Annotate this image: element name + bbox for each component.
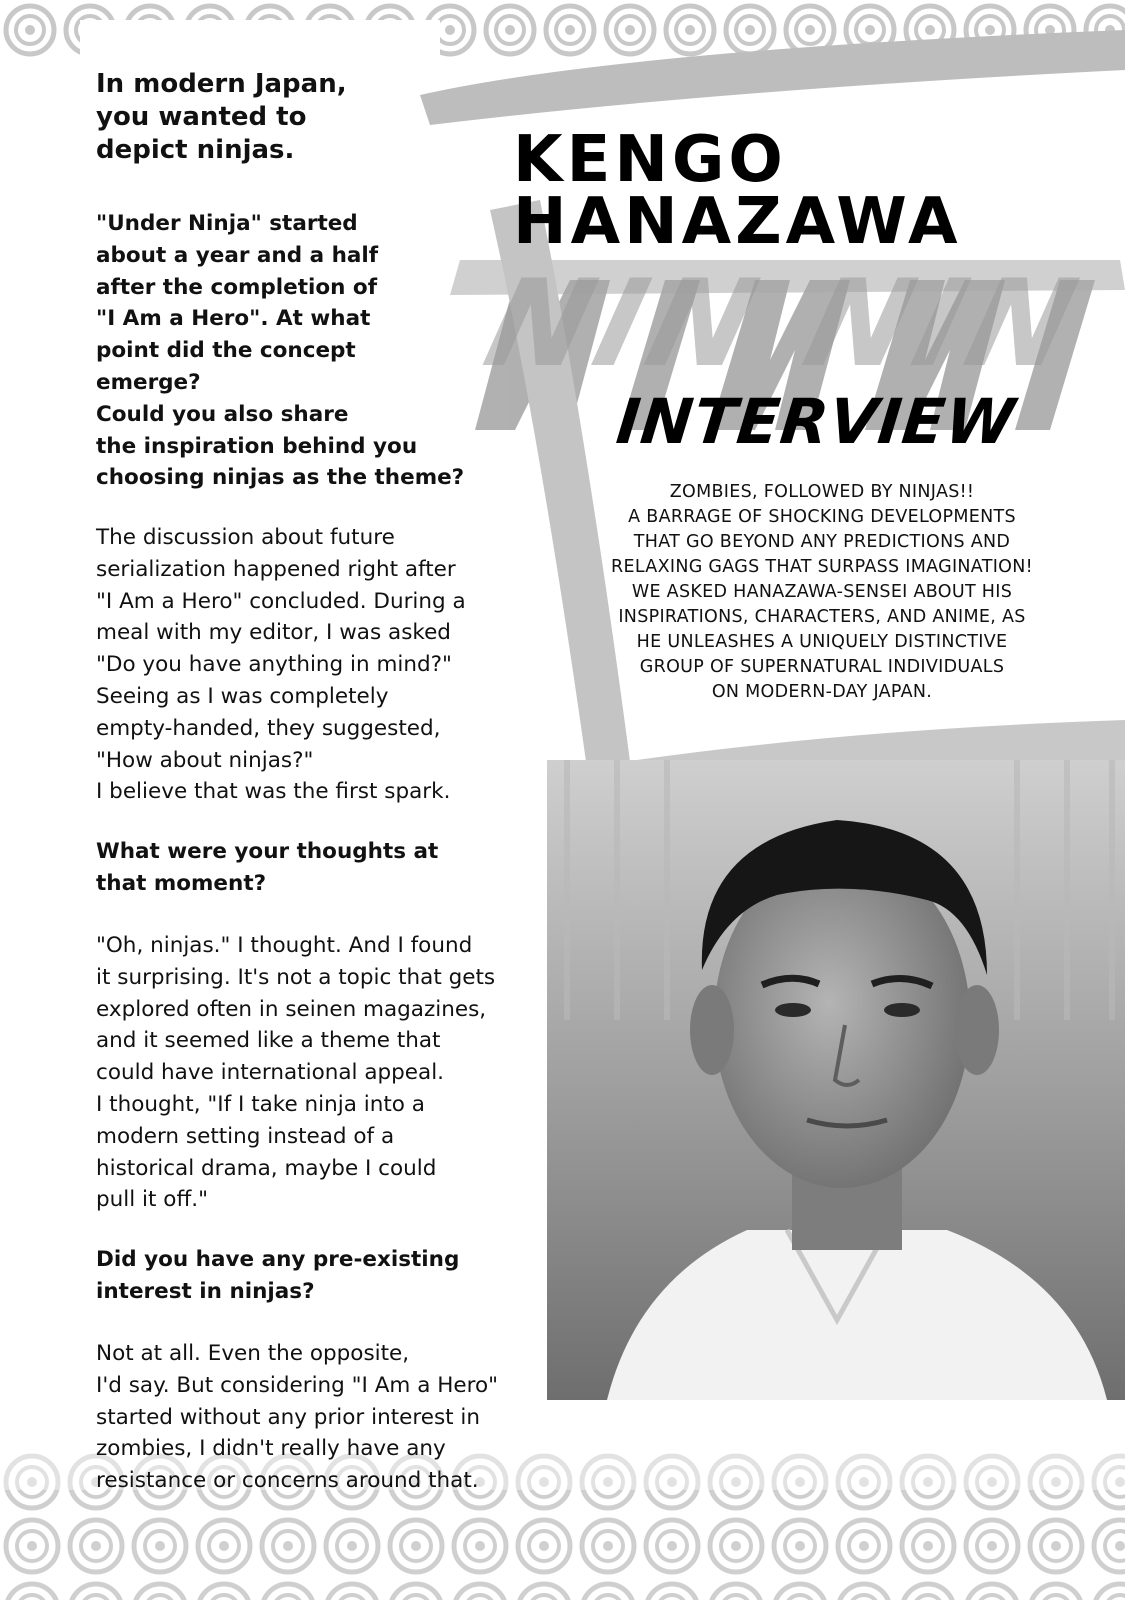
author-portrait-photo [547,760,1125,1400]
question-3: Did you have any pre-existing interest in ninjas? [96,1247,460,1304]
answer-2: "Oh, ninjas." I thought. And I found it surprising. It's not a topic that gets explored often in seinen magazines, and it seemed like a theme that could have international appeal. I thought, "If I take ninja into a modern setting instead of a historical drama, maybe I could pull it off." [96,933,496,1213]
answer-1: The discussion about future serialization happened right after "I Am a Hero" concluded. During a meal with my editor, I was asked "Do you have anything in mind?" Seeing as I was completely empty-handed, they suggested, "How about ninjas?" I believe that was the first spark. [96,525,466,805]
author-first-name: KENGO [513,123,787,197]
nin-nin-brush-text: NIN NIN [472,255,1097,394]
question-2: What were your thoughts at that moment? [96,839,439,896]
question-1: "Under Ninja" started about a year and a half after the completion of "I Am a Hero". At what point did the concept emerge? Could you also share the inspiration behind you choosing ninjas as the theme? [96,211,465,491]
answer-3: Not at all. Even the opposite, I'd say. But considering "I Am a Hero" started without any prior interest in zombies, I didn't really have any resistance or concerns around that. [96,1341,499,1494]
author-last-name: HANAZAWA [513,185,962,259]
article-headline: In modern Japan, you wanted to depict ninjas. [96,69,347,165]
intro-blurb: ZOMBIES, FOLLOWED BY NINJAS!! A BARRAGE OF SHOCKING DEVELOPMENTS THAT GO BEYOND ANY PREDICTIONS AND RELAXING GAGS THAT SURPASS IMAGINATION! WE ASKED HANAZAWA-SENSEI ABOUT HIS INSPIRATIONS, CHARACTERS, AND ANIME, AS HE UNLEASHES A UNIQUELY DISTINCTIVE GROUP OF SUPERNATURAL INDIVIDUALS ON MODERN-DAY JAPAN. [611,482,1033,702]
interview-heading: INTERVIEW [613,385,1019,458]
